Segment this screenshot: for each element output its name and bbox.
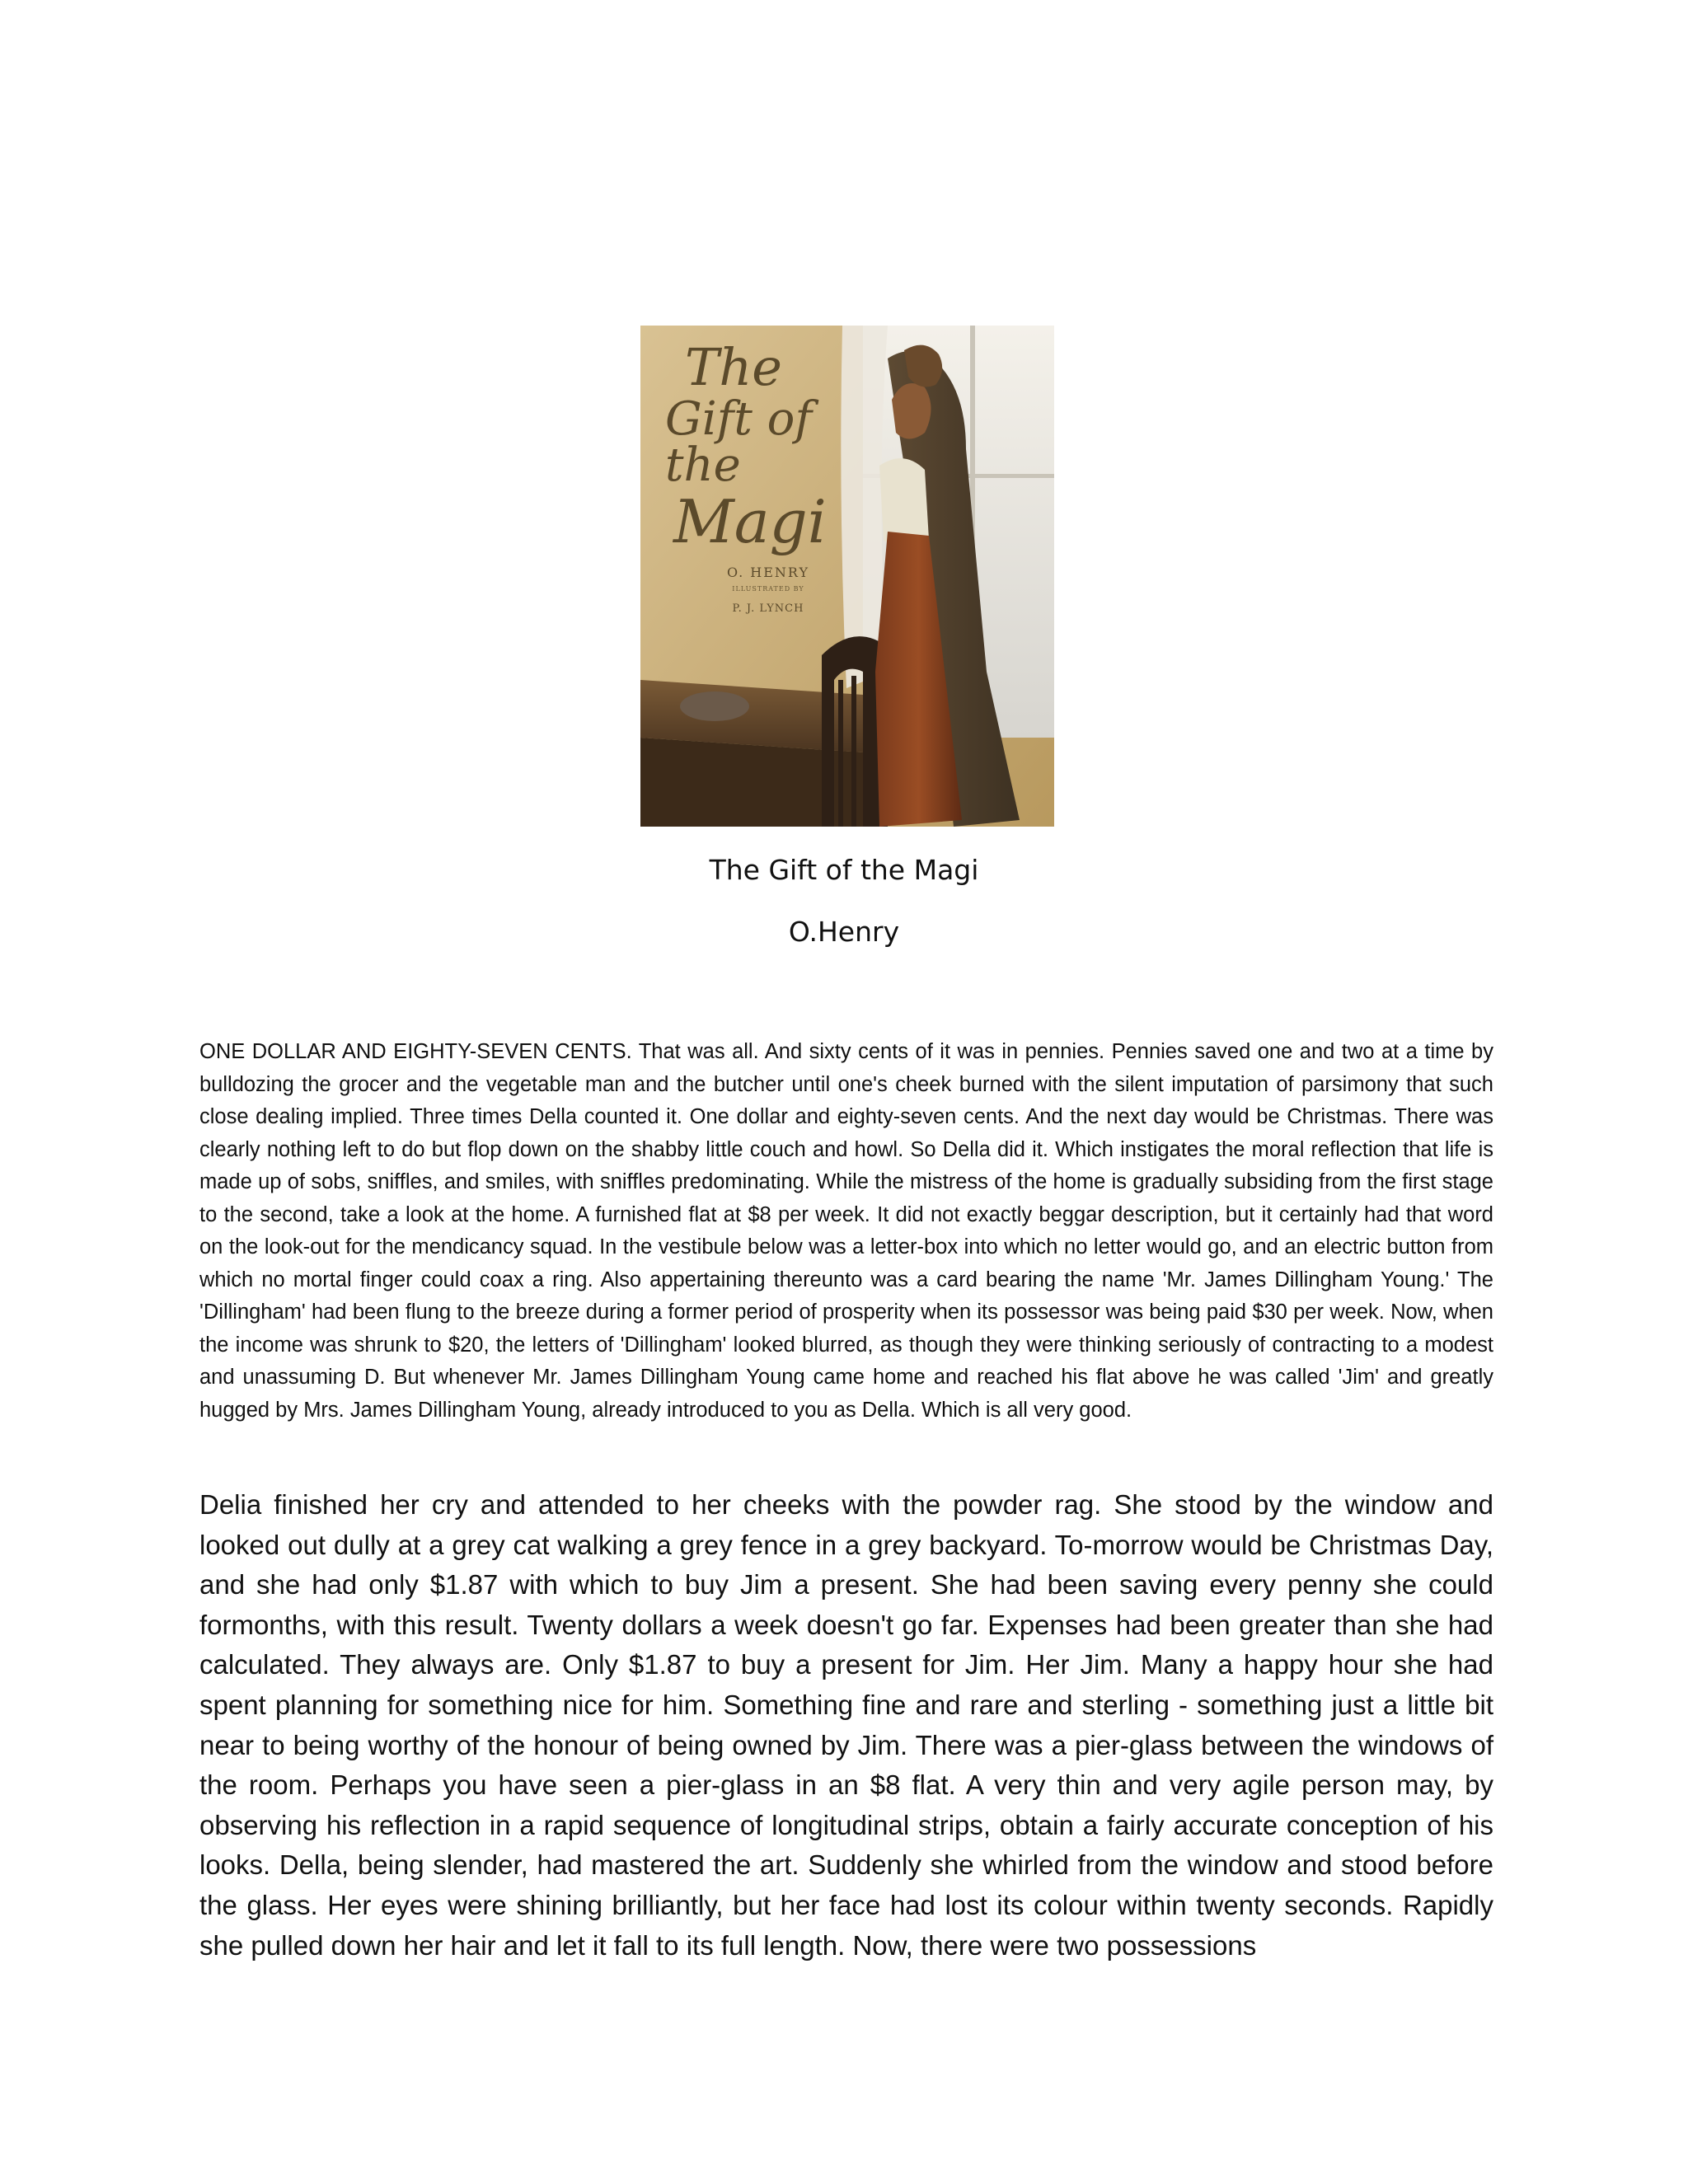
cover-illustrator: P. J. LYNCH	[732, 602, 804, 615]
document-author: O.Henry	[788, 916, 900, 948]
cover-title-line1: The	[685, 337, 782, 397]
cover-title	[665, 337, 863, 556]
cover-title-line3: Magi	[673, 487, 827, 556]
cover-illustrated-by: ILLUSTRATED BY	[732, 585, 804, 593]
cover-title-line2: Gift of the	[665, 392, 813, 492]
cover-author: O. HENRY	[726, 565, 810, 580]
paragraph-1: ONE DOLLAR AND EIGHTY-SEVEN CENTS. That was all. And sixty cents of it was in pennies. Pennies saved one and two at a time by bulldozing the grocer and the vegetable man and the butcher until one's cheek burned with the silent imputation of parsimony that such close dealing implied. Three times Della counted it. One dollar and eighty-seven cents. And the next day would be Christmas. There was clearly nothing left to do but flop down on the shabby little couch and howl. So Della did it. Which instigates the moral reflection that life is made up of sobs, sniffles, and smiles, with sniffles predominating. While the mistress of the home is gradually subsiding from the first stage to the second, take a look at the home. A furnished flat at $8 per week. It did not exactly beggar description, but it certainly had that word on the look-out for the mendicancy squad. In the vestibule below was a letter-box into which no letter would go, and an electric button from which no mortal finger could coax a ring. Also appertaining thereunto was a card bearing the name 'Mr. James Dillingham Young.' The 'Dillingham' had been flung to the breeze during a former period of prosperity when its possessor was being paid $30 per week. Now, when the income was shrunk to $20, the letters of 'Dillingham' looked blurred, as though they were thinking seriously of contracting to a modest and unassuming D. But whenever Mr. James Dillingham Young came home and reached his flat above he was called 'Jim' and greatly hugged by Mrs. James Dillingham Young, already introduced to you as Della. Which is all very good.	[199, 1040, 1493, 1422]
paragraph-2: Delia finished her cry and attended to her cheeks with the powder rag. She stood by the window and looked out dully at a grey cat walking a grey fence in a grey backyard. To-morrow would be Christmas Day, and she had only $1.87 with which to buy Jim a present. She had been saving every penny she could formonths, with this result. Twenty dollars a week doesn't go far. Expenses had been greater than she had calculated. They always are. Only $1.87 to buy a present for Jim. Her Jim. Many a happy hour she had spent planning for something nice for him. Something fine and rare and sterling - something just a little bit near to being worthy of the honour of being owned by Jim. There was a pier-glass between the windows of the room. Perhaps you have seen a pier-glass in an $8 flat. A very thin and very agile person may, by observing his reflection in a rapid sequence of longitudinal strips, obtain a fairly accurate conception of his looks. Della, being slender, had mastered the art. Suddenly she whirled from the window and stood before the glass. Her eyes were shining brilliantly, but her face had lost its colour within twenty seconds. Rapidly she pulled down her hair and let it fall to its full length. Now, there were two possessions	[199, 1489, 1493, 1961]
document-title: The Gift of the Magi	[709, 854, 979, 886]
book-cover-image	[640, 326, 1054, 827]
